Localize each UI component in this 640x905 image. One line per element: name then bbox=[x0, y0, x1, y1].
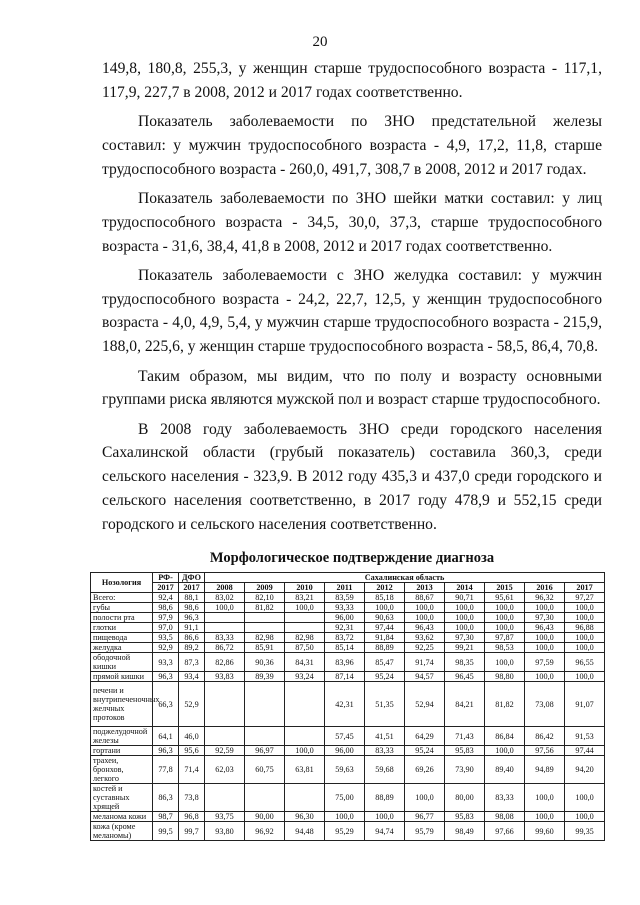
table-cell: 83,33 bbox=[205, 633, 245, 643]
table-cell: 100,0 bbox=[565, 812, 605, 822]
table-cell: 93,24 bbox=[285, 672, 325, 682]
table-cell: 92,25 bbox=[405, 643, 445, 653]
table-cell bbox=[245, 784, 285, 812]
table-cell: 94,74 bbox=[365, 822, 405, 841]
table-cell bbox=[285, 682, 325, 727]
table-cell: 100,0 bbox=[525, 643, 565, 653]
table-cell: 46,0 bbox=[179, 727, 205, 746]
table-row bbox=[91, 784, 605, 812]
paragraph: Показатель заболеваемости с ЗНО желудка составил: у мужчин трудоспособного возраста - 24,2, 22,7, 12,5, у женщин трудоспособного возраста - 4,0, 4,9, 5,4, у мужчин старше трудоспособного возраста - 215,9, 188,0, 225,6, у женщин старше трудоспособного возраста - 58,5, 86,4, 70,8. bbox=[102, 266, 602, 356]
table-cell: 96,77 bbox=[405, 812, 445, 822]
paragraph: 149,8, 180,8, 255,3, у женщин старше трудоспособного возраста - 117,1, 117,9, 227,7 в 2008, 2012 и 2017 годах соответственно. bbox=[102, 60, 602, 101]
table-cell: Всего: bbox=[91, 593, 153, 603]
table-cell: 100,0 bbox=[565, 784, 605, 812]
table-cell: 88,67 bbox=[405, 593, 445, 603]
table-cell: 97,30 bbox=[525, 613, 565, 623]
table-cell: 97,87 bbox=[485, 633, 525, 643]
table-cell: 88,89 bbox=[365, 643, 405, 653]
table-cell: 75,00 bbox=[325, 784, 365, 812]
table-cell: 96,3 bbox=[153, 672, 179, 682]
header-year: 2014 bbox=[445, 583, 485, 593]
table-cell: печени и внутрипеченочных желчных протоков bbox=[91, 682, 153, 727]
table-cell: 51,35 bbox=[365, 682, 405, 727]
table-cell: 98,08 bbox=[485, 812, 525, 822]
table-cell: прямой кишки bbox=[91, 672, 153, 682]
table-cell: 100,0 bbox=[525, 633, 565, 643]
table-cell: 83,59 bbox=[325, 593, 365, 603]
table-cell: 100,0 bbox=[485, 623, 525, 633]
table-cell: 97,66 bbox=[485, 822, 525, 841]
table-cell: 96,92 bbox=[245, 822, 285, 841]
table-cell: 97,30 bbox=[445, 633, 485, 643]
table-cell bbox=[245, 623, 285, 633]
table-cell: 52,9 bbox=[179, 682, 205, 727]
table-cell: 95,6 bbox=[179, 746, 205, 756]
table-cell: 52,94 bbox=[405, 682, 445, 727]
table-cell bbox=[205, 784, 245, 812]
table-cell: 96,00 bbox=[325, 613, 365, 623]
paragraph: Показатель заболеваемости по ЗНО предстательной железы составил: у мужчин трудоспособного возраста - 4,9, 17,2, 11,8, старше трудоспособного возраста - 260,0, 491,7, 308,7 в 2008, 2012 и 2017 годах. bbox=[102, 113, 602, 178]
header-year: 2011 bbox=[325, 583, 365, 593]
table-cell: 64,1 bbox=[153, 727, 179, 746]
table-cell: 100,0 bbox=[485, 653, 525, 672]
table-cell bbox=[205, 682, 245, 727]
table-cell: 59,68 bbox=[365, 756, 405, 784]
table-cell: 66,3 bbox=[153, 682, 179, 727]
table-cell: 100,0 bbox=[285, 746, 325, 756]
table-cell: 100,0 bbox=[325, 812, 365, 822]
table-cell: 95,24 bbox=[405, 746, 445, 756]
table-cell: 91,1 bbox=[179, 623, 205, 633]
header-year: 2015 bbox=[485, 583, 525, 593]
table-cell: 100,0 bbox=[525, 672, 565, 682]
page-number: 20 bbox=[312, 34, 328, 50]
table-cell: 98,7 bbox=[153, 812, 179, 822]
table-cell: 81,82 bbox=[485, 682, 525, 727]
table-cell: 99,21 bbox=[445, 643, 485, 653]
table-cell: 98,35 bbox=[445, 653, 485, 672]
table-cell: 93,5 bbox=[153, 633, 179, 643]
table-cell: 90,71 bbox=[445, 593, 485, 603]
table-cell: 57,45 bbox=[325, 727, 365, 746]
table-row bbox=[91, 727, 605, 746]
header-year: 2010 bbox=[285, 583, 325, 593]
table-cell: 82,10 bbox=[245, 593, 285, 603]
table-cell: 100,0 bbox=[565, 613, 605, 623]
table-cell: 83,33 bbox=[485, 784, 525, 812]
header-year: 2016 bbox=[525, 583, 565, 593]
table-cell bbox=[285, 727, 325, 746]
table-cell: 96,32 bbox=[525, 593, 565, 603]
table-cell: 100,0 bbox=[405, 784, 445, 812]
table-body bbox=[91, 593, 605, 841]
table-cell: 97,44 bbox=[365, 623, 405, 633]
table-cell: 94,20 bbox=[565, 756, 605, 784]
table-cell: 100,0 bbox=[485, 603, 525, 613]
table-cell: 88,89 bbox=[365, 784, 405, 812]
paragraph: Показатель заболеваемости по ЗНО шейки матки составил: у лиц трудоспособного возраста - 34,5, 30,0, 37,3, старше трудоспособного возраста - 31,6, 38,4, 41,8 в 2008, 2012 и 2017 годах соответственно. bbox=[102, 189, 602, 255]
table-cell: 100,0 bbox=[525, 812, 565, 822]
table-cell: 64,29 bbox=[405, 727, 445, 746]
table-cell: гортани bbox=[91, 746, 153, 756]
table-cell: ободочной кишки bbox=[91, 653, 153, 672]
morphology-table bbox=[90, 572, 605, 841]
table-cell: полости рта bbox=[91, 613, 153, 623]
table-cell: 91,84 bbox=[365, 633, 405, 643]
table-cell bbox=[285, 613, 325, 623]
header-sakhalin: Сахалинская область bbox=[205, 573, 605, 583]
table-cell bbox=[205, 727, 245, 746]
table-row bbox=[91, 812, 605, 822]
table-cell: 90,00 bbox=[245, 812, 285, 822]
table-cell: 82,98 bbox=[285, 633, 325, 643]
table-cell: 97,0 bbox=[153, 623, 179, 633]
table-cell: 93,80 bbox=[205, 822, 245, 841]
table-cell: 99,5 bbox=[153, 822, 179, 841]
table-cell: 94,89 bbox=[525, 756, 565, 784]
table-cell bbox=[285, 623, 325, 633]
header-year: 2008 bbox=[205, 583, 245, 593]
table-cell: 83,02 bbox=[205, 593, 245, 603]
table-cell: 96,00 bbox=[325, 746, 365, 756]
table-cell: 89,39 bbox=[245, 672, 285, 682]
table-cell: 97,9 bbox=[153, 613, 179, 623]
table-cell: 96,30 bbox=[285, 812, 325, 822]
table-cell: 85,18 bbox=[365, 593, 405, 603]
table-cell: 86,84 bbox=[485, 727, 525, 746]
table-cell: 83,33 bbox=[365, 746, 405, 756]
table-cell: 87,3 bbox=[179, 653, 205, 672]
table-cell: 96,88 bbox=[565, 623, 605, 633]
table-cell: 100,0 bbox=[525, 603, 565, 613]
table-cell: 93,3 bbox=[153, 653, 179, 672]
table-cell: 82,86 bbox=[205, 653, 245, 672]
table-cell: 99,7 bbox=[179, 822, 205, 841]
table-cell: 100,0 bbox=[445, 623, 485, 633]
table-cell bbox=[245, 727, 285, 746]
table-row bbox=[91, 756, 605, 784]
table-row bbox=[91, 682, 605, 727]
table-cell: 92,31 bbox=[325, 623, 365, 633]
table-cell: 89,40 bbox=[485, 756, 525, 784]
table-cell: 100,0 bbox=[285, 603, 325, 613]
table-cell bbox=[205, 623, 245, 633]
table-cell: 86,6 bbox=[179, 633, 205, 643]
table-cell: 84,21 bbox=[445, 682, 485, 727]
header-rf: РФ- bbox=[153, 573, 179, 583]
header-year: 2012 bbox=[365, 583, 405, 593]
table-cell: 93,33 bbox=[325, 603, 365, 613]
header-nosology: Нозология bbox=[91, 573, 153, 593]
table-cell: 86,3 bbox=[153, 784, 179, 812]
table-cell: 100,0 bbox=[405, 603, 445, 613]
table-title: Морфологическое подтверждение диагноза bbox=[209, 550, 495, 566]
table-cell: 97,56 bbox=[525, 746, 565, 756]
table-cell: 99,35 bbox=[565, 822, 605, 841]
table-cell: 91,07 bbox=[565, 682, 605, 727]
table-cell: 100,0 bbox=[445, 603, 485, 613]
table-cell: желудка bbox=[91, 643, 153, 653]
table-row bbox=[91, 593, 605, 603]
table-cell: 100,0 bbox=[365, 812, 405, 822]
table-row bbox=[91, 746, 605, 756]
table-cell: 62,03 bbox=[205, 756, 245, 784]
header-year: 2013 bbox=[405, 583, 445, 593]
table-cell: 100,0 bbox=[485, 746, 525, 756]
paragraph: В 2008 году заболеваемость ЗНО среди городского населения Сахалинской области (грубый показатель) составила 360,3, среди сельского населения - 323,9. В 2012 году 435,3 и 437,0 среди городского и сельского населения соответственно, в 2017 году 478,9 и 552,15 среди городского и сельского населения соответственно. bbox=[102, 420, 602, 533]
table-cell: 91,74 bbox=[405, 653, 445, 672]
table-cell: 73,08 bbox=[525, 682, 565, 727]
table-cell: 100,0 bbox=[485, 613, 525, 623]
table-row bbox=[91, 633, 605, 643]
table-cell: 77,8 bbox=[153, 756, 179, 784]
table-cell: 100,0 bbox=[525, 784, 565, 812]
table-cell: 95,79 bbox=[405, 822, 445, 841]
table-cell: 86,72 bbox=[205, 643, 245, 653]
table-cell: 95,24 bbox=[365, 672, 405, 682]
table-cell: 92,59 bbox=[205, 746, 245, 756]
table-cell: 83,72 bbox=[325, 633, 365, 643]
table-cell: 42,31 bbox=[325, 682, 365, 727]
table-row bbox=[91, 603, 605, 613]
table-cell: 88,1 bbox=[179, 593, 205, 603]
table-cell: 96,45 bbox=[445, 672, 485, 682]
table-cell: 98,80 bbox=[485, 672, 525, 682]
table-header-row bbox=[91, 583, 605, 593]
table-cell: 96,97 bbox=[245, 746, 285, 756]
table-cell: 96,43 bbox=[405, 623, 445, 633]
table-cell: 97,44 bbox=[565, 746, 605, 756]
table-cell: 98,6 bbox=[153, 603, 179, 613]
table-cell: губы bbox=[91, 603, 153, 613]
table-cell: 60,75 bbox=[245, 756, 285, 784]
table-cell: 95,83 bbox=[445, 746, 485, 756]
table-cell: 91,53 bbox=[565, 727, 605, 746]
table-cell: 95,29 bbox=[325, 822, 365, 841]
table-cell: 100,0 bbox=[565, 603, 605, 613]
table-cell: 100,0 bbox=[565, 633, 605, 643]
table-cell: 93,62 bbox=[405, 633, 445, 643]
table-cell: 97,27 bbox=[565, 593, 605, 603]
table-cell: 81,82 bbox=[245, 603, 285, 613]
table-cell: 83,96 bbox=[325, 653, 365, 672]
table-row bbox=[91, 653, 605, 672]
table-cell: 100,0 bbox=[205, 603, 245, 613]
table-cell: 41,51 bbox=[365, 727, 405, 746]
table-cell: 92,9 bbox=[153, 643, 179, 653]
table-cell: 85,47 bbox=[365, 653, 405, 672]
table-cell: 96,55 bbox=[565, 653, 605, 672]
table-cell: 98,53 bbox=[485, 643, 525, 653]
table-cell bbox=[205, 613, 245, 623]
table-cell: 71,4 bbox=[179, 756, 205, 784]
table-cell: 84,31 bbox=[285, 653, 325, 672]
table-cell: 96,8 bbox=[179, 812, 205, 822]
table-cell: 90,36 bbox=[245, 653, 285, 672]
table-cell: 94,57 bbox=[405, 672, 445, 682]
table-cell bbox=[245, 613, 285, 623]
table-cell: трахеи, бронхов, легкого bbox=[91, 756, 153, 784]
paragraph: Таким образом, мы видим, что по полу и возрасту основными группами риска являются мужской пол и возраст старше трудоспособного. bbox=[102, 367, 602, 409]
table-cell: 93,83 bbox=[205, 672, 245, 682]
table-row bbox=[91, 822, 605, 841]
table-cell: 97,59 bbox=[525, 653, 565, 672]
table-cell: 100,0 bbox=[405, 613, 445, 623]
table-cell: 100,0 bbox=[565, 643, 605, 653]
table-cell: 100,0 bbox=[565, 672, 605, 682]
table-cell: 86,42 bbox=[525, 727, 565, 746]
table-cell: 96,43 bbox=[525, 623, 565, 633]
table-cell: 96,3 bbox=[153, 746, 179, 756]
table-cell: 94,48 bbox=[285, 822, 325, 841]
table-cell: 96,3 bbox=[179, 613, 205, 623]
table-cell: 59,63 bbox=[325, 756, 365, 784]
table-cell: 85,14 bbox=[325, 643, 365, 653]
table-cell: 69,26 bbox=[405, 756, 445, 784]
table-cell: 87,14 bbox=[325, 672, 365, 682]
table-cell: 99,60 bbox=[525, 822, 565, 841]
table-cell: пищевода bbox=[91, 633, 153, 643]
header-dfo-year: 2017 bbox=[179, 583, 205, 593]
table-cell: меланома кожи bbox=[91, 812, 153, 822]
table-cell: 93,75 bbox=[205, 812, 245, 822]
table-cell: 100,0 bbox=[445, 613, 485, 623]
table-cell: 90,63 bbox=[365, 613, 405, 623]
table-cell: 80,00 bbox=[445, 784, 485, 812]
table-cell: 98,49 bbox=[445, 822, 485, 841]
table-cell: 100,0 bbox=[365, 603, 405, 613]
table-cell: 85,91 bbox=[245, 643, 285, 653]
header-dfo: ДФО bbox=[179, 573, 205, 583]
table-cell: 93,4 bbox=[179, 672, 205, 682]
table-cell: 83,21 bbox=[285, 593, 325, 603]
header-rf-year: 2017 bbox=[153, 583, 179, 593]
table-header-row bbox=[91, 573, 605, 583]
header-year: 2009 bbox=[245, 583, 285, 593]
table-cell bbox=[245, 682, 285, 727]
table-cell: 87,50 bbox=[285, 643, 325, 653]
table-cell: 98,6 bbox=[179, 603, 205, 613]
table-cell bbox=[285, 784, 325, 812]
table-cell: 89,2 bbox=[179, 643, 205, 653]
table-cell: 63,81 bbox=[285, 756, 325, 784]
table-cell: кожа (кроме меланомы) bbox=[91, 822, 153, 841]
table-cell: костей и суставных хрящей bbox=[91, 784, 153, 812]
table-cell: 92,4 bbox=[153, 593, 179, 603]
table-row bbox=[91, 672, 605, 682]
table-cell: 73,8 bbox=[179, 784, 205, 812]
table-cell: поджелудочной железы bbox=[91, 727, 153, 746]
table-cell: 95,83 bbox=[445, 812, 485, 822]
body-text bbox=[102, 57, 602, 542]
table-row bbox=[91, 623, 605, 633]
table-cell: 73,90 bbox=[445, 756, 485, 784]
table-cell: глотки bbox=[91, 623, 153, 633]
table-cell: 95,61 bbox=[485, 593, 525, 603]
table-cell: 71,43 bbox=[445, 727, 485, 746]
header-year: 2017 bbox=[565, 583, 605, 593]
table-row bbox=[91, 613, 605, 623]
table-row bbox=[91, 643, 605, 653]
table-cell: 82,98 bbox=[245, 633, 285, 643]
